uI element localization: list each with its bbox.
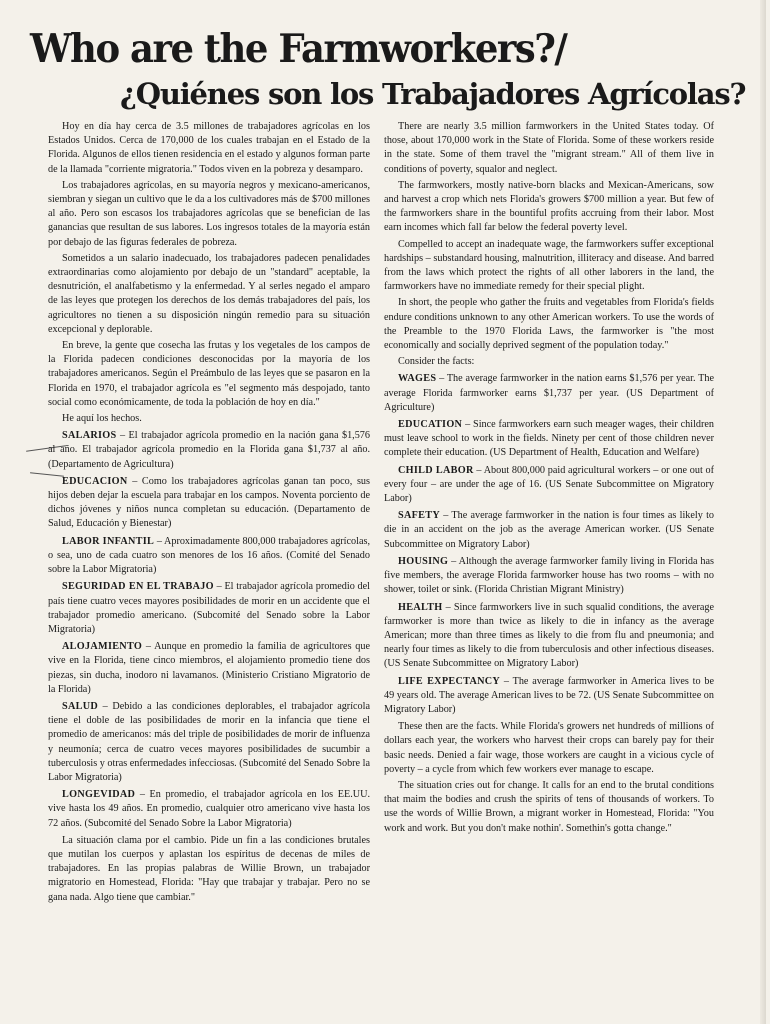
section-heading: HEALTH [398,601,443,613]
spanish-paragraph: En breve, la gente que cosecha las frutas y los vegetales de los campos de la Florida padecen condiciones desconocidas por la mayoría de los trabajadores americanos. Según el Preámbulo de las leyes que se pasaron en la Florida en 1970, el trabajador agrícola es "el segmento más despojado, tanto social como económicamente, de toda la población de hoy en día." [48,340,370,408]
section-text: – Como los trabajadores agrícolas ganan tan poco, sus hijos deben dejar la escuela para trabajar en los campos. Noventa porciento de dichos jóvenes y niños nunca completan su educación. (Departamento de Salud, Educación y Bienestar) [48,475,370,530]
spanish-column [48,120,370,1000]
section-text: – The average farmworker in the nation is four times as likely to die in an accident on the job as the average American worker. (US Senate Subcommittee on Migratory Labor) [384,510,714,550]
section-salarios [48,429,370,472]
english-paragraph: In short, the people who gather the fruits and vegetables from Florida's fields endure conditions unknown to any other American workers. To use the words of the Preamble to the 1970 Florida Laws, the farmworker is "the most economically and socially deprived segment of the population today." [384,297,714,352]
section-text: – The average farmworker in America lives to be 49 years old. The average American lives to be 72. (US Senate Subcommittee on Migratory Labor) [384,675,714,715]
section-heading: CHILD LABOR [398,464,474,476]
spanish-paragraph: He aquí los hechos. [62,413,142,425]
section-child-labor [384,464,714,507]
section-heading: LABOR INFANTIL [62,535,155,547]
section-heading: SEGURIDAD EN EL TRABAJO [62,581,214,593]
spanish-paragraph: Los trabajadores agrícolas, en su mayoría negros y mexicano-americanos, siembran y siegan un cultivo que le da a los cultivadores más de $700 millones al año. Pero son escasos los trabajadores agrícolas que se benefician de las ganancias que resultan de sus labores. Los ingresos totales de la mayoría están por debajo de las figuras federales de pobreza. [48,179,370,248]
section-heading: EDUCACION [62,475,128,487]
english-paragraph: There are nearly 3.5 million farmworkers in the United States today. Of those, about 170,000 work in the State of Florida. Some of these workers reside in the state. Some of them travel the "migrant stream." All of them live in conditions of poverty, squalor and neglect. [384,121,714,175]
page-edge [760,0,766,1024]
section-life-expectancy [384,675,714,718]
section-text: – El trabajador agrícola promedio del país tiene cuatro veces mayores posibilidades de morir en un accidente que el trabajador promedio americano. (Subcomité del Senado sobre la Labor Migratoria) [48,581,370,635]
title-english: Who are the Farmworkers?/ [30,25,567,72]
section-heading: LONGEVIDAD [62,789,136,801]
section-health [384,601,714,672]
section-text: – Aproximadamente 800,000 trabajadores agrícolas, o sea, uno de cada cuatro son menores de los 16 años. (Comité del Senado sobre la Labor Migratoria) [48,535,370,576]
section-text: – Aunque en promedio la familia de agricultores que vive en la Florida, tiene cinco miembros, el alojamiento promedio tiene dos piezas, sin ducha, inodoro ni lavamanos. (Ministerio Cristiano Migratorio de la Florida) [48,641,370,695]
title-spanish: ¿Quiénes son los Trabajadores Agrícolas? [120,77,746,111]
section-safety [384,509,714,552]
spanish-closing: La situación clama por el cambio. Pide un fin a las condiciones brutales que mutilan los cuerpos y aplastan los espíritus de decenas de miles de trabajadores. En las propias palabras de Willie Brown, un trabajador migratorio en Homestead, Florida: "Hay que trabajar y trabajar. Pero no se gana nada. Algo tiene que cambiar." [48,834,370,903]
section-text: – Although the average farmworker family living in Florida has five members, the average Florida farmworker house has two rooms – with no shower, toilet or sink. (Florida Christian Migrant Ministry) [384,555,714,596]
section-heading: WAGES [398,373,437,385]
section-text: – El trabajador agrícola promedio en la nación gana $1,576 al año. El trabajador agrícola promedio en la Florida gana $1,737 al año. (Departamento de Agricultura) [48,430,370,470]
section-text: – About 800,000 paid agricultural workers – or one out of every four – are under the age of 16. (US Senate Subcommittee on Migratory Labor) [384,464,714,505]
section-text: – The average farmworker in the nation earns $1,576 per year. The average Florida farmworker earns $1,737 per year. (US Department of Agriculture) [384,373,714,413]
section-heading: EDUCATION [398,419,463,431]
english-paragraph: Consider the facts: [398,356,475,368]
section-alojamiento [48,640,370,697]
section-heading: LIFE EXPECTANCY [398,675,501,687]
english-closing: The situation cries out for change. It calls for an end to the brutal conditions that maim the bodies and crush the spirits of tens of thousands of workers. To use the words of Willie Brown, a migrant worker in Homestead, Florida: "You work and work. But you don't make nothin'. Somethin's gotta change." [384,779,714,834]
section-longevidad [48,788,370,831]
english-closing: These then are the facts. While Florida's growers net hundreds of millions of dollars each year, the workers who harvest their crops can barely pay for their basic needs. Denied a fair wage, those workers are caught in a vicious cycle of poverty – a cycle from which few workers ever manage to escape. [384,721,714,775]
section-heading: ALOJAMIENTO [62,641,143,653]
section-text: – Debido a las condiciones deplorables, el trabajador agrícola tiene el doble de las posibilidades de morir en la infancia que tiene el promedio de americanos: más del triple de posibilidades de morir de influenza y neumonía; cerca de cuatro veces mayores posibilidades de sucumbir a tuberculosis y otras enfermedades infecciosas. (Subcomité del Senado Sobre la Labor Migratoria) [48,700,370,783]
spanish-paragraph: Hoy en día hay cerca de 3.5 millones de trabajadores agrícolas en los Estados Unidos. Cerca de 170,000 de los cuales trabajan en el Estado de la Florida. Algunos de ellos tienen residencia en el estado y algunos forman parte de la llamada "corriente migratoria." Todos viven en la pobreza y desamparo. [48,121,370,175]
section-text: – En promedio, el trabajador agrícola en los EE.UU. vive hasta los 49 años. En promedio, cualquier otro americano vive hasta los 72 años. (Subcomité del Senado Sobre la Labor Migratoria) [48,789,370,829]
section-text: – Since farmworkers live in such squalid conditions, the average farmworker is more than twice as likely to die in infancy as the average American; more than three times as likely to die from flu and pneumonia; and nearly four times as likely to die from tuberculosis and other infectious diseases. (US Senate Subcommittee on Migratory Labor) [384,601,714,670]
spanish-paragraph: Sometidos a un salario inadecuado, los trabajadores padecen penalidades extraordinarias como alojamiento por debajo de un "standard" aceptable, la desnutrición, el analfabetismo y la enfermedad. Y al serles negado el amparo de las leyes que protegen los derechos de los demás trabajadores del país, los agricultores no tienen a su disposición ningún remedio para su situación excepcional y deplorable. [48,252,370,335]
section-heading: SAFETY [398,510,440,522]
english-paragraph: The farmworkers, mostly native-born blacks and Mexican-Americans, sow and harvest a crop which nets Florida's growers $700 million a year. But few of the farmworkers share in the bountiful profits accruing from their labor. Most earn incomes which fall far below the federal poverty level. [384,179,714,234]
english-column [384,120,714,1000]
english-paragraph: Compelled to accept an inadequate wage, the farmworkers suffer exceptional hardships – substandard housing, malnutrition, illiteracy and disease. And barred from the laws which protect the rights of all other laborers in the land, the farmworkers have no immediate remedy for their special plight. [384,238,714,293]
section-heading: SALARIOS [62,430,117,442]
section-salud [48,700,370,785]
section-educacion [48,475,370,532]
section-seguridad [48,580,370,637]
section-heading: HOUSING [398,555,449,567]
section-wages [384,372,714,415]
section-education [384,418,714,461]
section-labor-infantil [48,535,370,578]
section-heading: SALUD [62,700,99,712]
section-text: – Since farmworkers earn such meager wages, their children must leave school to work in the fields. Ninety per cent of those children never complete their education. (US Department of Health, Education and Welfare) [384,419,714,459]
section-housing [384,555,714,598]
